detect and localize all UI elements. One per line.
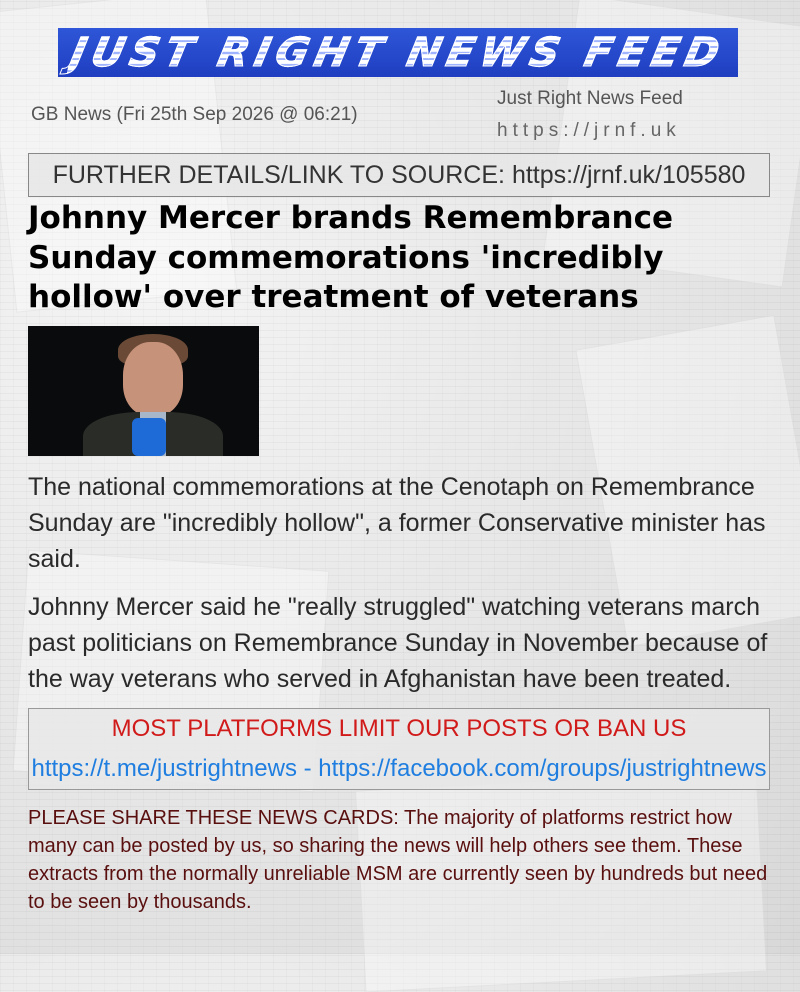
brand-url[interactable]: https://jrnf.uk: [497, 120, 681, 141]
photo-face: [123, 342, 183, 416]
share-note: PLEASE SHARE THESE NEWS CARDS: The majority of platforms restrict how many can be posted by us, so sharing the news will help others see them. These extracts from the normally unreliable MSM are currently seen by hundreds but need to be seen by thousands.: [28, 807, 768, 913]
brand-name: Just Right News Feed: [497, 88, 683, 109]
banner-title: JUST RIGHT NEWS FEED: [66, 29, 730, 76]
source-timestamp: GB News (Fri 25th Sep 2026 @ 06:21): [31, 104, 358, 125]
article-photo: [28, 326, 259, 456]
source-link-label: FURTHER DETAILS/LINK TO SOURCE:: [52, 160, 505, 189]
article-headline: Johnny Mercer brands Remembrance Sunday commemorations 'incredibly hollow' over treatment of veterans: [28, 200, 673, 315]
source-link-box[interactable]: [28, 153, 770, 197]
social-links[interactable]: https://t.me/justrightnews - https://facebook.com/groups/justrightnews: [31, 755, 767, 782]
source-link-url[interactable]: https://jrnf.uk/105580: [511, 160, 746, 189]
microphone-icon: [132, 418, 166, 456]
article-paragraph-2: Johnny Mercer said he "really struggled" watching veterans march past politicians on Remembrance Sunday in November because of the way veterans who served in Afghanistan have been treated.: [28, 593, 768, 693]
platforms-notice-box: [28, 708, 770, 790]
platforms-warning: MOST PLATFORMS LIMIT OUR POSTS OR BAN US: [111, 715, 687, 742]
site-banner: [58, 28, 738, 77]
article-paragraph-1: The national commemorations at the Cenotaph on Remembrance Sunday are "incredibly hollow", a former Conservative minister has said.: [28, 473, 766, 573]
